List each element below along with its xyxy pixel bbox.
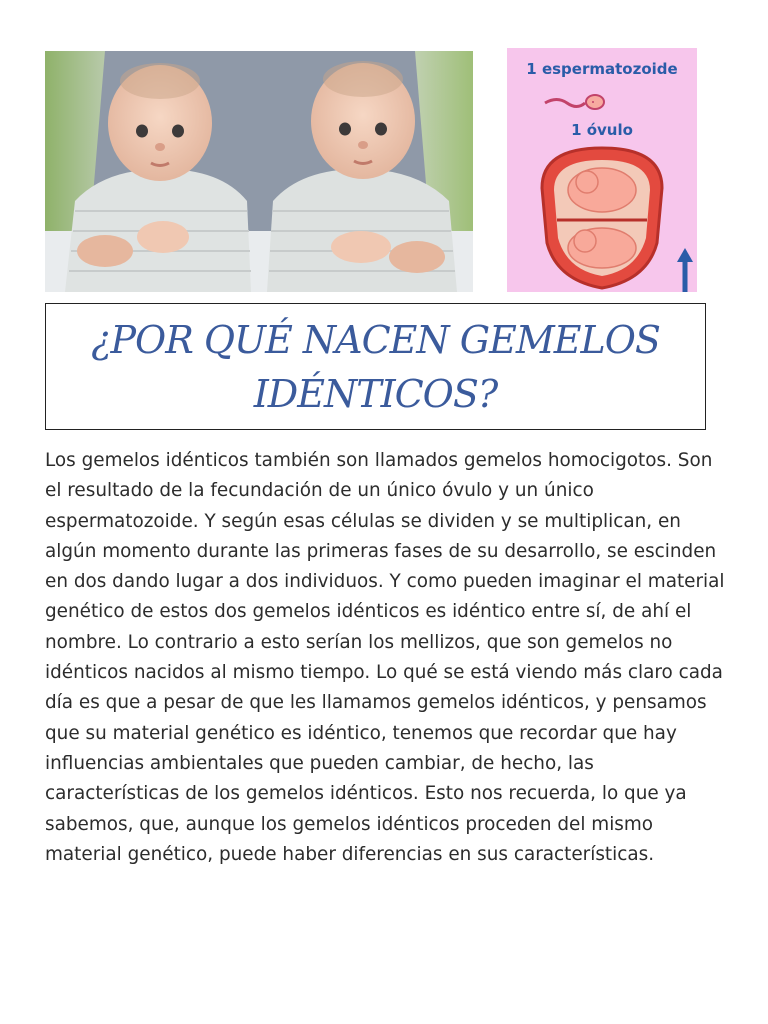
ovum-label: 1 óvulo: [571, 121, 633, 139]
fertilization-diagram: [507, 48, 697, 292]
article-title: ¿POR QUÉ NACEN GEMELOS IDÉNTICOS?: [91, 317, 660, 416]
uterus-icon: [542, 148, 662, 288]
sperm-head-icon: [586, 95, 604, 109]
sperm-tail-icon: [545, 100, 585, 107]
title-box: [45, 303, 706, 430]
twins-photo: [45, 51, 473, 292]
article-body: Los gemelos idénticos también son llamados gemelos homocigotos. Son el resultado de la fecundación de un único óvulo y un único espermatozoide. Y según esas células se dividen y se multiplican, en algún momento durante las primeras fases de su desarrollo, se escinden en dos dando lugar a dos individuos. Y como pueden imaginar el material genético de estos dos gemelos idénticos es idéntico entre sí, de ahí el nombre. Lo contrario a esto serían los mellizos, que son gemelos no idénticos nacidos al mismo tiempo. Lo qué se está viendo más claro cada día es que a pesar de que les llamamos gemelos idénticos, y pensamos que su material genético es idéntico, tenemos que recordar que hay influencias ambientales que pueden cambiar, de hecho, las características de los gemelos idénticos. Esto nos recuerda, lo que ya sabemos, que, aunque los gemelos idénticos proceden del mismo material genético, puede haber diferencias en sus características.: [45, 450, 725, 865]
sperm-label: 1 espermatozoide: [526, 60, 678, 78]
